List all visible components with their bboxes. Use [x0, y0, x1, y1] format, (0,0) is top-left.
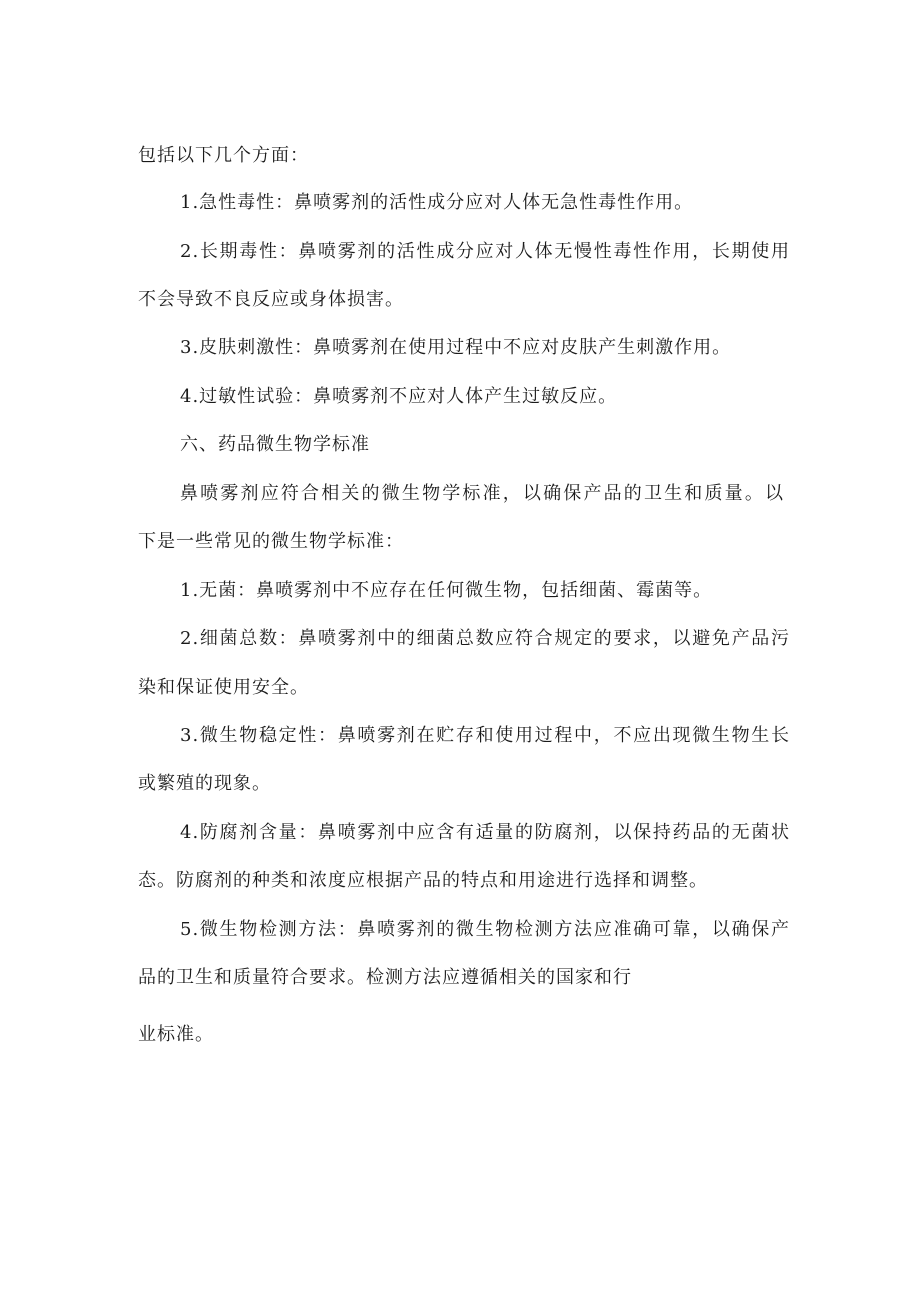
text-line: 染和保证使用安全。	[138, 677, 309, 698]
text-line: 品的卫生和质量符合要求。检测方法应遵循相关的国家和行	[138, 967, 632, 988]
text-line: 或繁殖的现象。	[138, 773, 271, 794]
text-line: 3.微生物稳定性：鼻喷雾剂在贮存和使用过程中，不应出现微生物生长	[180, 725, 790, 746]
text-line: 5.微生物检测方法：鼻喷雾剂的微生物检测方法应准确可靠，以确保产	[180, 919, 790, 940]
text-line: 鼻喷雾剂应符合相关的微生物学标准，以确保产品的卫生和质量。以	[180, 483, 784, 504]
text-line: 包括以下几个方面：	[138, 145, 309, 166]
text-line: 1.无菌：鼻喷雾剂中不应存在任何微生物，包括细菌、霉菌等。	[180, 580, 713, 601]
text-line: 不会导致不良反应或身体损害。	[138, 289, 404, 310]
text-line: 业标准。	[138, 1024, 214, 1045]
text-line: 态。防腐剂的种类和浓度应根据产品的特点和用途进行选择和调整。	[138, 870, 708, 891]
text-line: 1.急性毒性：鼻喷雾剂的活性成分应对人体无急性毒性作用。	[180, 192, 694, 213]
text-line: 3.皮肤刺激性：鼻喷雾剂在使用过程中不应对皮肤产生刺激作用。	[180, 337, 732, 358]
text-line: 4.过敏性试验：鼻喷雾剂不应对人体产生过敏反应。	[180, 386, 618, 407]
section-heading: 六、药品微生物学标准	[180, 434, 370, 455]
text-line: 2.细菌总数：鼻喷雾剂中的细菌总数应符合规定的要求，以避免产品污	[180, 628, 790, 649]
text-line: 2.长期毒性：鼻喷雾剂的活性成分应对人体无慢性毒性作用，长期使用	[180, 241, 790, 262]
text-line: 4.防腐剂含量：鼻喷雾剂中应含有适量的防腐剂，以保持药品的无菌状	[180, 822, 790, 843]
text-line: 下是一些常见的微生物学标准：	[138, 531, 404, 552]
